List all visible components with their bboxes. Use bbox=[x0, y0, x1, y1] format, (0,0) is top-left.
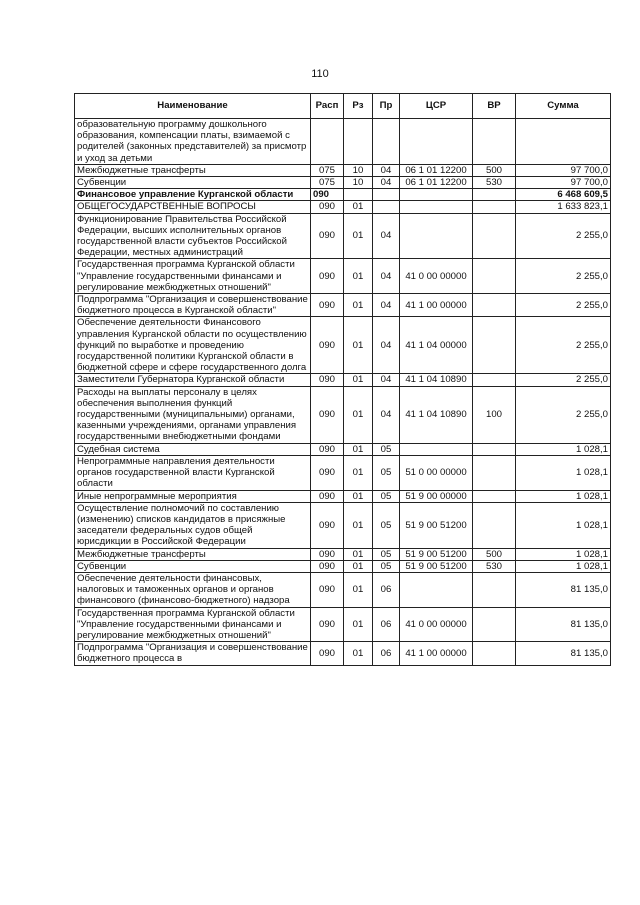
row-pr-cell: 04 bbox=[373, 213, 400, 259]
row-pr-cell: 05 bbox=[373, 548, 400, 560]
table-row bbox=[75, 548, 611, 560]
row-rz-cell: 01 bbox=[344, 317, 373, 374]
row-sum-cell: 2 255,0 bbox=[516, 386, 611, 443]
row-pr-cell bbox=[373, 189, 400, 201]
row-csr-cell: 41 1 04 00000 bbox=[400, 317, 473, 374]
table-row bbox=[75, 294, 611, 317]
header-name: Наименование bbox=[75, 94, 311, 119]
row-vr-cell: 500 bbox=[473, 548, 516, 560]
row-vr-cell bbox=[473, 119, 516, 165]
row-rasp-cell: 075 bbox=[311, 164, 344, 176]
row-rasp-cell: 090 bbox=[311, 560, 344, 572]
header-rz: Рз bbox=[344, 94, 373, 119]
row-sum-cell: 81 135,0 bbox=[516, 572, 611, 607]
table-row bbox=[75, 560, 611, 572]
row-name-cell: Государственная программа Курганской области "Управление государственными финансами и регулирование межбюджетных отношений" bbox=[75, 259, 311, 294]
row-sum-cell: 6 468 609,5 bbox=[516, 189, 611, 201]
row-sum-cell bbox=[516, 119, 611, 165]
row-sum-cell: 1 028,1 bbox=[516, 502, 611, 548]
row-pr-cell: 04 bbox=[373, 386, 400, 443]
row-rasp-cell: 090 bbox=[311, 490, 344, 502]
row-pr-cell: 05 bbox=[373, 502, 400, 548]
table-row bbox=[75, 259, 611, 294]
row-pr-cell: 06 bbox=[373, 572, 400, 607]
row-name-cell: Субвенции bbox=[75, 560, 311, 572]
row-name-cell: Финансовое управление Курганской области bbox=[75, 189, 311, 201]
row-pr-cell: 04 bbox=[373, 259, 400, 294]
table-row bbox=[75, 119, 611, 165]
row-rasp-cell: 090 bbox=[311, 294, 344, 317]
row-csr-cell: 41 1 00 00000 bbox=[400, 642, 473, 665]
row-pr-cell: 04 bbox=[373, 317, 400, 374]
row-name-cell: образовательную программу дошкольного образования, компенсации платы, взимаемой с родителей (законных представителей) за присмотр и уход за детьми bbox=[75, 119, 311, 165]
row-rz-cell: 01 bbox=[344, 490, 373, 502]
row-rasp-cell: 090 bbox=[311, 259, 344, 294]
table-row bbox=[75, 374, 611, 386]
row-rz-cell: 01 bbox=[344, 572, 373, 607]
row-csr-cell: 41 1 00 00000 bbox=[400, 294, 473, 317]
row-pr-cell: 04 bbox=[373, 374, 400, 386]
row-rasp-cell: 090 bbox=[311, 548, 344, 560]
row-name-cell: Межбюджетные трансферты bbox=[75, 164, 311, 176]
row-rz-cell: 01 bbox=[344, 294, 373, 317]
row-rz-cell: 01 bbox=[344, 548, 373, 560]
row-csr-cell: 06 1 01 12200 bbox=[400, 164, 473, 176]
row-vr-cell: 530 bbox=[473, 560, 516, 572]
table-row bbox=[75, 642, 611, 665]
row-rz-cell: 01 bbox=[344, 607, 373, 642]
row-rz-cell: 01 bbox=[344, 560, 373, 572]
row-rz-cell: 01 bbox=[344, 201, 373, 213]
row-name-cell: Иные непрограммные мероприятия bbox=[75, 490, 311, 502]
row-csr-cell bbox=[400, 572, 473, 607]
row-rasp-cell: 090 bbox=[311, 374, 344, 386]
table-row bbox=[75, 490, 611, 502]
table-row bbox=[75, 177, 611, 189]
row-vr-cell bbox=[473, 259, 516, 294]
row-rz-cell: 10 bbox=[344, 177, 373, 189]
row-vr-cell bbox=[473, 189, 516, 201]
row-name-cell: Непрограммные направления деятельности органов государственной власти Курганской области bbox=[75, 455, 311, 490]
table-row bbox=[75, 443, 611, 455]
row-csr-cell bbox=[400, 189, 473, 201]
row-vr-cell bbox=[473, 213, 516, 259]
row-csr-cell: 51 9 00 51200 bbox=[400, 548, 473, 560]
row-rz-cell: 01 bbox=[344, 443, 373, 455]
row-rasp-cell bbox=[311, 119, 344, 165]
row-sum-cell: 81 135,0 bbox=[516, 607, 611, 642]
row-vr-cell bbox=[473, 201, 516, 213]
table-row bbox=[75, 164, 611, 176]
table-body bbox=[75, 119, 611, 666]
table-row bbox=[75, 386, 611, 443]
row-pr-cell bbox=[373, 119, 400, 165]
row-rz-cell: 10 bbox=[344, 164, 373, 176]
row-rz-cell: 01 bbox=[344, 374, 373, 386]
row-rasp-cell: 090 bbox=[311, 317, 344, 374]
row-csr-cell: 51 9 00 00000 bbox=[400, 490, 473, 502]
row-sum-cell: 2 255,0 bbox=[516, 213, 611, 259]
table-row bbox=[75, 213, 611, 259]
row-sum-cell: 81 135,0 bbox=[516, 642, 611, 665]
row-name-cell: Подпрограмма "Организация и совершенствование бюджетного процесса в bbox=[75, 642, 311, 665]
row-sum-cell: 97 700,0 bbox=[516, 177, 611, 189]
row-sum-cell: 2 255,0 bbox=[516, 317, 611, 374]
row-pr-cell: 04 bbox=[373, 177, 400, 189]
row-rasp-cell: 090 bbox=[311, 607, 344, 642]
table-row bbox=[75, 189, 611, 201]
row-vr-cell: 500 bbox=[473, 164, 516, 176]
row-csr-cell: 51 9 00 51200 bbox=[400, 560, 473, 572]
row-name-cell: Подпрограмма "Организация и совершенствование бюджетного процесса в Курганской области" bbox=[75, 294, 311, 317]
row-name-cell: Судебная система bbox=[75, 443, 311, 455]
header-pr: Пр bbox=[373, 94, 400, 119]
page-number: 110 bbox=[311, 68, 329, 80]
row-csr-cell: 41 1 04 10890 bbox=[400, 374, 473, 386]
row-csr-cell: 51 9 00 51200 bbox=[400, 502, 473, 548]
row-csr-cell: 41 1 04 10890 bbox=[400, 386, 473, 443]
row-sum-cell: 1 028,1 bbox=[516, 560, 611, 572]
row-rasp-cell: 090 bbox=[311, 455, 344, 490]
row-name-cell: Осуществление полномочий по составлению (изменению) списков кандидатов в присяжные заседатели федеральных судов общей юрисдикции в Российской Федерации bbox=[75, 502, 311, 548]
row-sum-cell: 1 028,1 bbox=[516, 548, 611, 560]
row-csr-cell bbox=[400, 443, 473, 455]
row-name-cell: Обеспечение деятельности финансовых, налоговых и таможенных органов и органов финансового (финансово-бюджетного) надзора bbox=[75, 572, 311, 607]
row-csr-cell: 51 0 00 00000 bbox=[400, 455, 473, 490]
header-rasp: Расп bbox=[311, 94, 344, 119]
row-rasp-cell: 090 bbox=[311, 642, 344, 665]
row-vr-cell bbox=[473, 455, 516, 490]
header-csr: ЦСР bbox=[400, 94, 473, 119]
budget-table bbox=[74, 93, 611, 666]
row-pr-cell: 06 bbox=[373, 642, 400, 665]
row-pr-cell bbox=[373, 201, 400, 213]
row-rasp-cell: 090 bbox=[311, 443, 344, 455]
row-pr-cell: 05 bbox=[373, 443, 400, 455]
row-csr-cell bbox=[400, 213, 473, 259]
row-sum-cell: 2 255,0 bbox=[516, 259, 611, 294]
table-row bbox=[75, 607, 611, 642]
row-pr-cell: 05 bbox=[373, 560, 400, 572]
row-rz-cell: 01 bbox=[344, 386, 373, 443]
row-vr-cell: 100 bbox=[473, 386, 516, 443]
table-row bbox=[75, 502, 611, 548]
row-csr-cell bbox=[400, 119, 473, 165]
row-name-cell: Расходы на выплаты персоналу в целях обеспечения выполнения функций государственными (муниципальными) органами, казенными учреждениями, органами управления государственными внебюджетными фондами bbox=[75, 386, 311, 443]
table-header-row bbox=[75, 94, 611, 119]
table-row bbox=[75, 572, 611, 607]
row-vr-cell bbox=[473, 642, 516, 665]
row-name-cell: Межбюджетные трансферты bbox=[75, 548, 311, 560]
row-name-cell: Функционирование Правительства Российской Федерации, высших исполнительных органов государственной власти субъектов Российской Федерации, местных администраций bbox=[75, 213, 311, 259]
row-sum-cell: 2 255,0 bbox=[516, 374, 611, 386]
row-csr-cell: 06 1 01 12200 bbox=[400, 177, 473, 189]
row-rasp-cell: 090 bbox=[311, 201, 344, 213]
row-sum-cell: 1 028,1 bbox=[516, 490, 611, 502]
row-pr-cell: 05 bbox=[373, 455, 400, 490]
row-rz-cell: 01 bbox=[344, 259, 373, 294]
row-vr-cell bbox=[473, 317, 516, 374]
row-rasp-cell: 090 bbox=[311, 213, 344, 259]
row-rz-cell: 01 bbox=[344, 455, 373, 490]
table-row bbox=[75, 201, 611, 213]
header-sum: Сумма bbox=[516, 94, 611, 119]
row-vr-cell bbox=[473, 490, 516, 502]
row-pr-cell: 04 bbox=[373, 164, 400, 176]
row-rz-cell: 01 bbox=[344, 502, 373, 548]
row-name-cell: ОБЩЕГОСУДАРСТВЕННЫЕ ВОПРОСЫ bbox=[75, 201, 311, 213]
row-pr-cell: 05 bbox=[373, 490, 400, 502]
row-pr-cell: 04 bbox=[373, 294, 400, 317]
row-vr-cell bbox=[473, 443, 516, 455]
row-rasp-cell: 090 bbox=[311, 572, 344, 607]
row-rasp-cell: 090 bbox=[311, 502, 344, 548]
row-sum-cell: 1 028,1 bbox=[516, 443, 611, 455]
row-name-cell: Обеспечение деятельности Финансового управления Курганской области по осуществлению функций по выработке и проведению государственной политики Курганской области в бюджетной сфере и сфере государственного долга bbox=[75, 317, 311, 374]
row-name-cell: Субвенции bbox=[75, 177, 311, 189]
row-vr-cell bbox=[473, 502, 516, 548]
row-csr-cell: 41 0 00 00000 bbox=[400, 607, 473, 642]
row-pr-cell: 06 bbox=[373, 607, 400, 642]
row-name-cell: Заместители Губернатора Курганской области bbox=[75, 374, 311, 386]
row-vr-cell bbox=[473, 294, 516, 317]
row-vr-cell bbox=[473, 374, 516, 386]
row-rz-cell: 01 bbox=[344, 642, 373, 665]
row-rasp-cell: 090 bbox=[311, 189, 344, 201]
row-name-cell: Государственная программа Курганской области "Управление государственными финансами и регулирование межбюджетных отношений" bbox=[75, 607, 311, 642]
row-csr-cell: 41 0 00 00000 bbox=[400, 259, 473, 294]
table-row bbox=[75, 455, 611, 490]
row-sum-cell: 2 255,0 bbox=[516, 294, 611, 317]
header-vr: ВР bbox=[473, 94, 516, 119]
row-sum-cell: 97 700,0 bbox=[516, 164, 611, 176]
row-vr-cell bbox=[473, 607, 516, 642]
row-sum-cell: 1 028,1 bbox=[516, 455, 611, 490]
row-rz-cell bbox=[344, 119, 373, 165]
row-vr-cell bbox=[473, 572, 516, 607]
row-vr-cell: 530 bbox=[473, 177, 516, 189]
row-rasp-cell: 075 bbox=[311, 177, 344, 189]
row-rz-cell bbox=[344, 189, 373, 201]
row-rasp-cell: 090 bbox=[311, 386, 344, 443]
row-csr-cell bbox=[400, 201, 473, 213]
row-rz-cell: 01 bbox=[344, 213, 373, 259]
table-row bbox=[75, 317, 611, 374]
row-sum-cell: 1 633 823,1 bbox=[516, 201, 611, 213]
